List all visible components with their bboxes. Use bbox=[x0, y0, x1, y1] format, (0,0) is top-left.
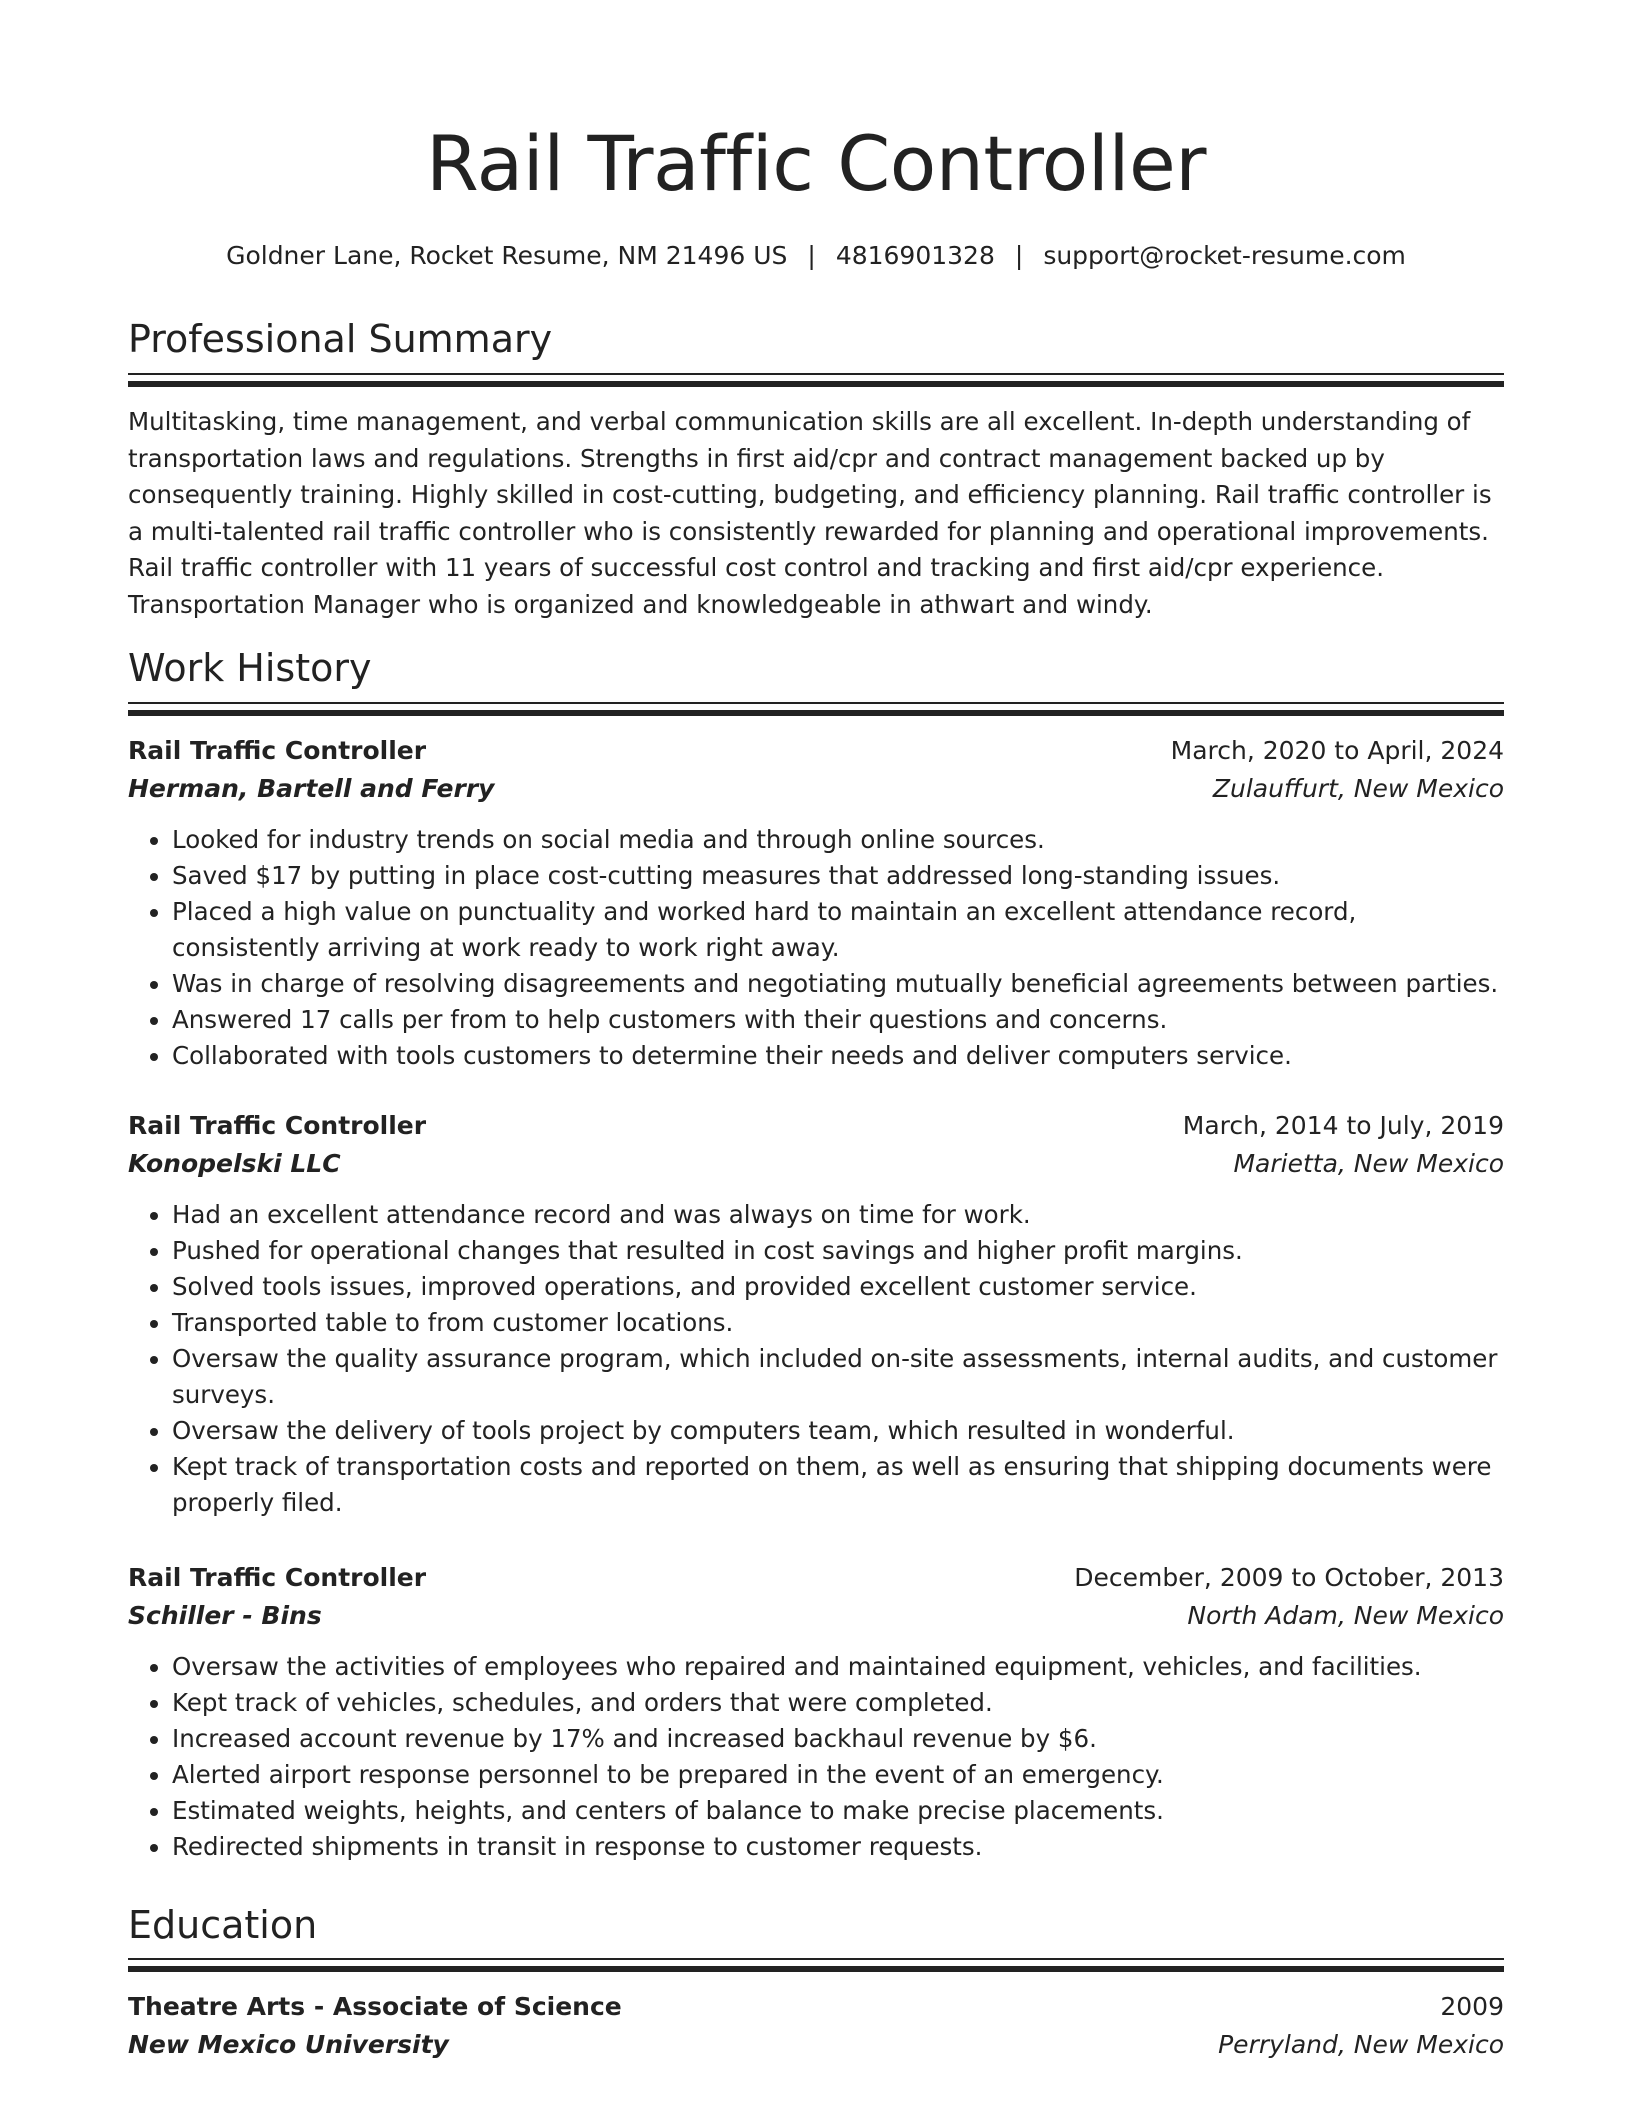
job-bullet: • Redirected shipments in transit in response to customer requests. bbox=[172, 1829, 1504, 1865]
education-heading: Education bbox=[128, 1903, 318, 1947]
education-school: New Mexico University bbox=[128, 2030, 449, 2059]
job-bullet: • Transported table to from customer locations. bbox=[172, 1305, 1504, 1341]
job-bullet: • Increased account revenue by 17% and increased backhaul revenue by $6. bbox=[172, 1721, 1504, 1757]
job-dates: March, 2020 to April, 2024 bbox=[1170, 736, 1504, 765]
job-bullet: • Estimated weights, heights, and centers of balance to make precise placements. bbox=[172, 1793, 1504, 1829]
job-title: Rail Traffic Controller bbox=[128, 1111, 427, 1140]
contact-separator: | bbox=[1014, 241, 1024, 270]
job-company: Herman, Bartell and Ferry bbox=[128, 774, 495, 803]
job-bullets bbox=[128, 822, 1504, 1074]
summary-divider bbox=[128, 373, 1504, 387]
contact-email: support@rocket-resume.com bbox=[1043, 241, 1406, 270]
job-bullet: • Had an excellent attendance record and was always on time for work. bbox=[172, 1197, 1504, 1233]
education-divider bbox=[128, 1958, 1504, 1972]
job-bullet: • Answered 17 calls per from to help customers with their questions and concerns. bbox=[172, 1002, 1504, 1038]
job-bullet: • Kept track of transportation costs and reported on them, as well as ensuring that shipping documents were properly filed. bbox=[172, 1449, 1504, 1521]
job-title: Rail Traffic Controller bbox=[128, 1563, 427, 1592]
job-bullet: • Pushed for operational changes that resulted in cost savings and higher profit margins. bbox=[172, 1233, 1504, 1269]
job-entry bbox=[128, 1559, 1504, 1865]
job-company: Schiller - Bins bbox=[128, 1601, 322, 1630]
job-bullets bbox=[128, 1649, 1504, 1865]
job-dates: December, 2009 to October, 2013 bbox=[1074, 1563, 1504, 1592]
summary-heading: Professional Summary bbox=[128, 317, 553, 361]
job-entry bbox=[128, 1107, 1504, 1521]
contact-phone: 4816901328 bbox=[835, 241, 995, 270]
job-dates: March, 2014 to July, 2019 bbox=[1182, 1111, 1504, 1140]
job-location: Zulauffurt, New Mexico bbox=[1212, 774, 1504, 803]
job-bullet: • Saved $17 by putting in place cost-cutting measures that addressed long-standing issues. bbox=[172, 858, 1504, 894]
job-bullet: • Looked for industry trends on social media and through online sources. bbox=[172, 822, 1504, 858]
education-year: 2009 bbox=[1440, 1992, 1504, 2021]
job-location: Marietta, New Mexico bbox=[1233, 1149, 1504, 1178]
contact-separator: | bbox=[807, 241, 816, 270]
job-bullet: • Placed a high value on punctuality and worked hard to maintain an excellent attendance record, consistently arriving at work ready to work right away. bbox=[172, 894, 1504, 966]
job-bullet: • Solved tools issues, improved operations, and provided excellent customer service. bbox=[172, 1269, 1504, 1305]
job-bullets bbox=[128, 1197, 1504, 1521]
resume-name: Rail Traffic Controller bbox=[425, 119, 1207, 208]
contact-address: Goldner Lane, Rocket Resume, NM 21496 US bbox=[226, 241, 788, 270]
job-entry bbox=[128, 732, 1504, 1074]
education-entry bbox=[128, 1988, 1504, 2064]
job-company: Konopelski LLC bbox=[128, 1149, 341, 1178]
job-bullet: • Oversaw the activities of employees who repaired and maintained equipment, vehicles, and facilities. bbox=[172, 1649, 1504, 1685]
contact-line bbox=[128, 238, 1504, 274]
job-location: North Adam, New Mexico bbox=[1187, 1601, 1504, 1630]
job-bullet: • Oversaw the quality assurance program, which included on-site assessments, internal audits, and customer surveys. bbox=[172, 1341, 1504, 1413]
education-degree: Theatre Arts - Associate of Science bbox=[128, 1992, 622, 2021]
job-bullet: • Alerted airport response personnel to be prepared in the event of an emergency. bbox=[172, 1757, 1504, 1793]
summary-text: Multitasking, time management, and verbal communication skills are all excellent. In-depth understanding of transportation laws and regulations. Strengths in first aid/cpr and contract management backed up by consequently training. Highly skilled in cost-cutting, budgeting, and efficiency planning. Rail traffic controller is a multi-talented rail traffic controller who is consistently rewarded for planning and operational improvements. Rail traffic controller with 11 years of successful cost control and tracking and first aid/cpr experience. Transportation Manager who is organized and knowledgeable in athwart and windy. bbox=[128, 407, 1492, 619]
work-history-heading: Work History bbox=[128, 646, 372, 690]
job-bullet: • Kept track of vehicles, schedules, and orders that were completed. bbox=[172, 1685, 1504, 1721]
job-title: Rail Traffic Controller bbox=[128, 736, 427, 765]
job-bullet: • Was in charge of resolving disagreements and negotiating mutually beneficial agreements between parties. bbox=[172, 966, 1504, 1002]
job-bullet: • Oversaw the delivery of tools project by computers team, which resulted in wonderful. bbox=[172, 1413, 1504, 1449]
job-bullet: • Collaborated with tools customers to determine their needs and deliver computers service. bbox=[172, 1038, 1504, 1074]
education-location: Perryland, New Mexico bbox=[1218, 2030, 1504, 2059]
work-history-divider bbox=[128, 702, 1504, 716]
